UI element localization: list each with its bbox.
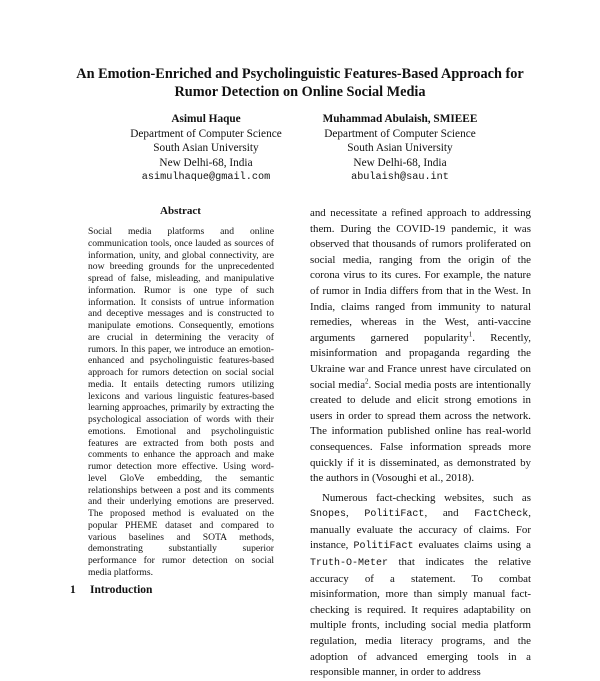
paragraph-intro-continued: and necessitate a refined approach to addressing them. During the COVID-19 pandemic, it was observed that thousands of rumors proliferated on social media, ranging from the origin of the corona virus to its cures. For example, the nature of rumor in India differs from that in the West. In India, claims ranged from immunity to natural remedies, whereas in the West, anti-vaccine arguments garnered popularity$^1$. Recently, misinformation and propaganda regarding the Ukraine war and France unrest have circulated on social media$^2$. Social media posts are intentionally created to delude and elicit strong emotions in users in order to spread them across the network. The information published online has real-world consequences. False information spreads more quickly if it is disseminated, as demonstrated by the authors in (Vosoughi et al., 2018).	[310, 207, 532, 485]
author-university: South Asian University	[153, 142, 259, 155]
truth-o-meter-name: Truth-O-Meter	[310, 558, 389, 570]
author-name: Asimul Haque	[171, 113, 241, 125]
abstract-heading: Abstract	[160, 205, 201, 217]
author-department: Department of Computer Science	[324, 127, 476, 140]
site-name: Snopes	[310, 509, 347, 521]
site-name: PolitiFact	[364, 509, 425, 521]
paragraph-fact-checking: Numerous fact-checking websites, such as Snopes, PolitiFact, and FactCheck, manually evaluate the accuracy of claims. For instance, PolitiFact evaluates claims using a Truth-O-Meter that indicates the relative accuracy of a statement. To combat misinformation, more than simply manual fact-checking is required. It requires adaptability on multiple fronts, including social media platform regulation, media literacy programs, and the adoption of advanced emerging tools in a responsible manner, in order to address	[310, 491, 531, 679]
footnote-marker: 2	[365, 376, 369, 385]
section-number: 1	[70, 584, 76, 596]
paper-title	[40, 65, 560, 101]
author-university: South Asian University	[347, 142, 453, 155]
paper-title-line1: An Emotion-Enriched and Psycholinguistic Features-Based Approach for	[76, 66, 524, 82]
footnote-marker: 1	[468, 330, 473, 339]
site-name: PolitiFact	[353, 541, 414, 553]
site-name: FactCheck	[474, 509, 529, 521]
author-city: New Delhi-68, India	[159, 157, 253, 170]
author-email: asimulhaque@gmail.com	[141, 171, 271, 183]
author-block-2	[285, 112, 515, 186]
right-column	[310, 206, 531, 681]
section-title: Introduction	[90, 584, 153, 596]
author-department: Department of Computer Science	[130, 127, 282, 140]
section-heading-introduction	[70, 584, 152, 596]
author-email: abulaish@sau.int	[351, 171, 449, 183]
author-city: New Delhi-68, India	[353, 157, 447, 170]
abstract-text: Social media platforms and online communication tools, once lauded as sources of information, unity, and global connectivity, are now breeding grounds for the unprecedented spread of false, misleading, and manipulative information. Rumor is one type of such information. It consists of untrue information and deceptive messages and is constructed to manipulate emotions. Consequently, emotions are crucial in determining the veracity of rumors. In this paper, we introduce an emotion-enhanced and psycholinguistic features-based approach for rumors detection on social social media. It entails detecting rumors utilizing lexicons and various linguistic features-based learning approaches, primarily by extracting the psychological association of words with their emotions. Emotional and psycholinguistic features are extracted from both posts and comments to enhance the approach and make rumor detection more effective. Using word-level GloVe embedding, the semantic relationships between a post and its comments and their underlying emotions are preserved. The proposed method is evaluated on the popular PHEME dataset and compared to various baselines and SOTA methods, demonstrating substantially superior performance for rumor detection on social media platforms.	[88, 226, 274, 578]
paper-title-line2: Rumor Detection on Online Social Media	[174, 84, 426, 100]
author-name: Muhammad Abulaish, SMIEEE	[322, 113, 478, 125]
